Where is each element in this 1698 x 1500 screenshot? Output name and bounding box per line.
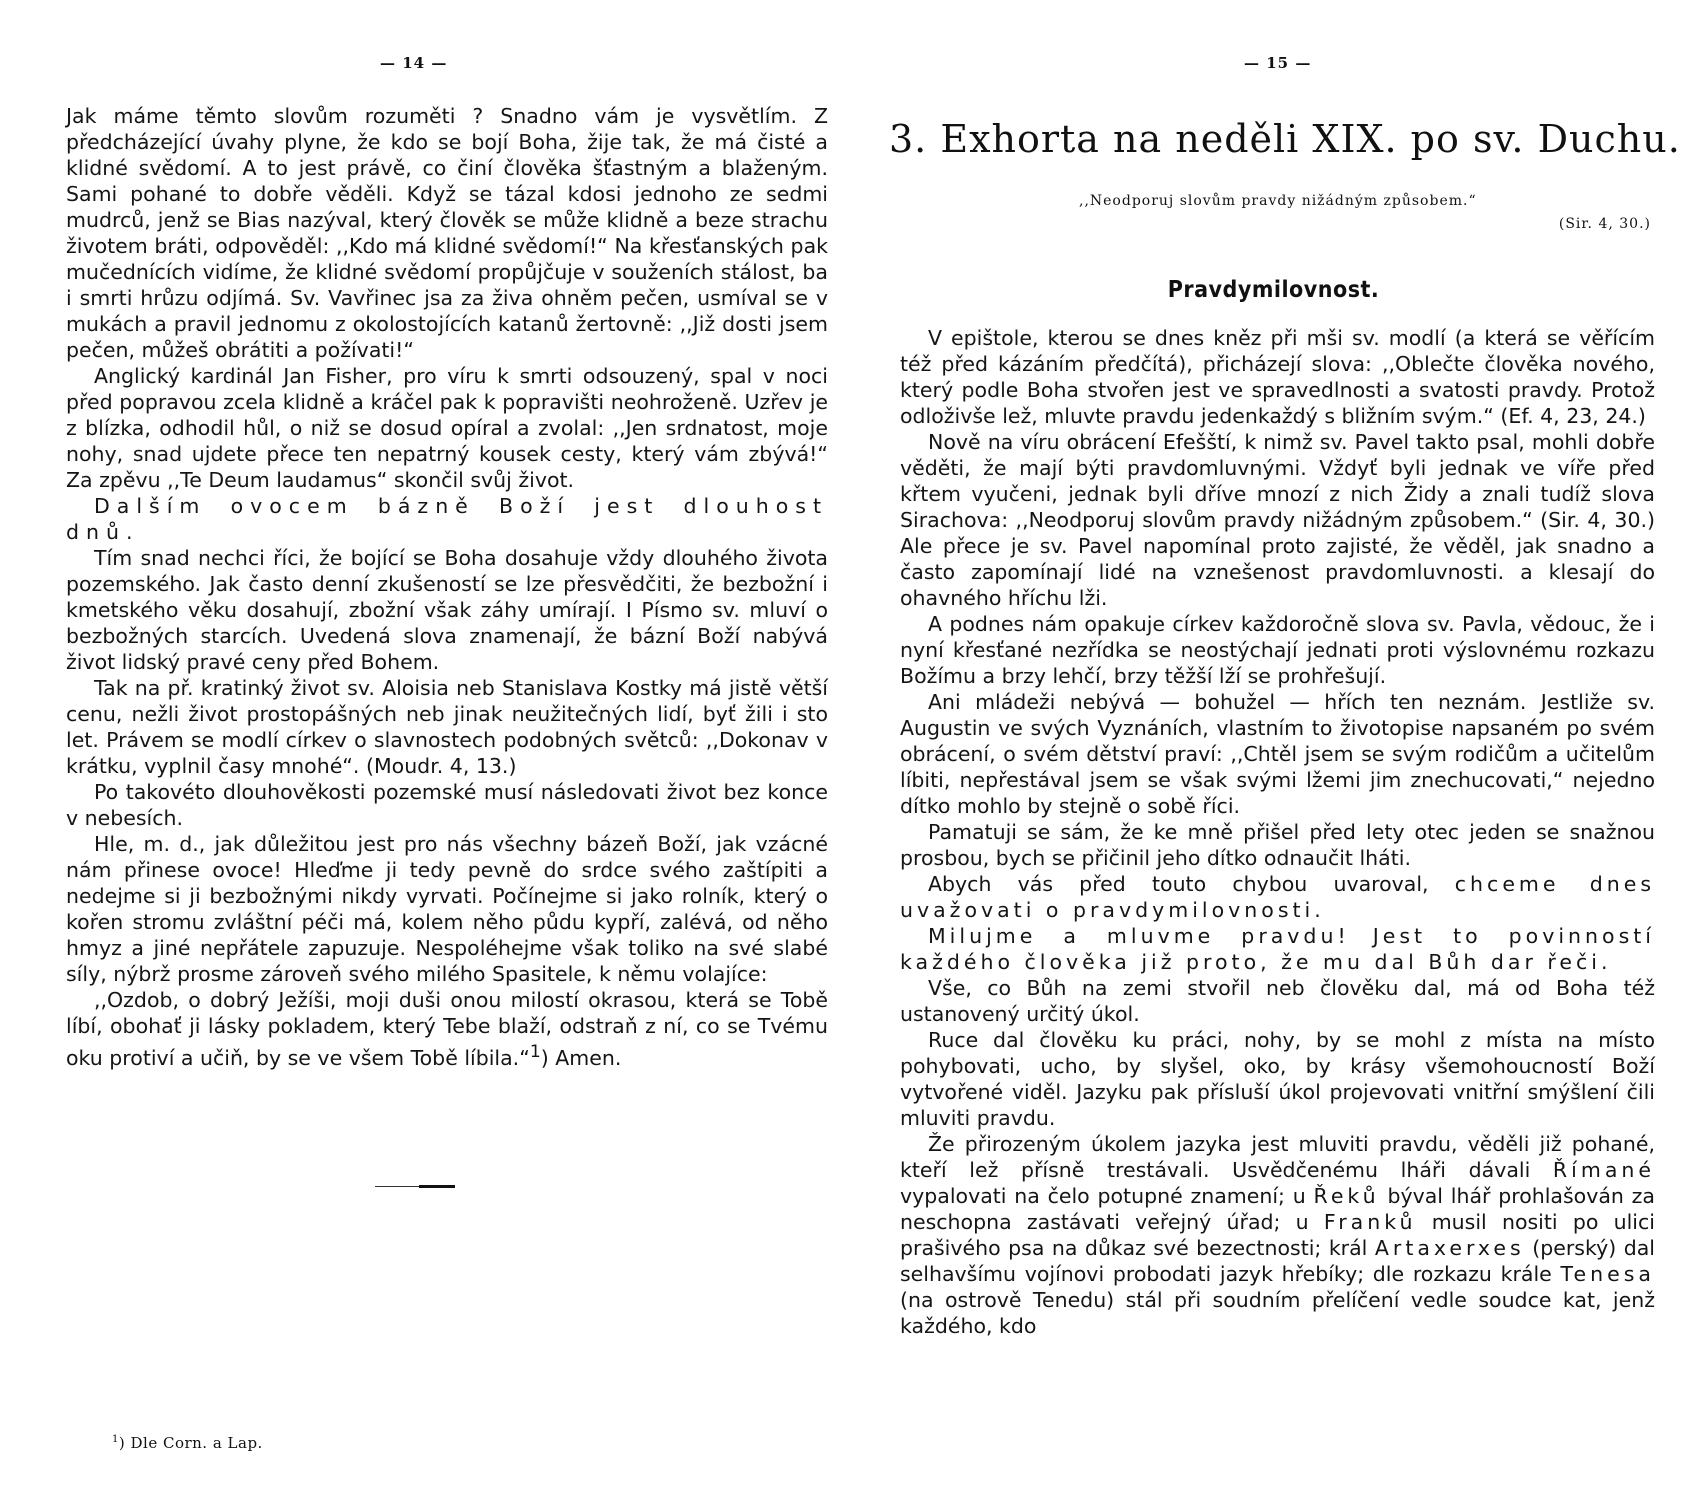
end-rule <box>375 1185 455 1188</box>
footnote <box>112 1434 263 1452</box>
paragraph-text: Abych vás před touto chybou uvaroval, <box>928 872 1429 896</box>
paragraph-text: býval lhář prohlašován za neschopna zastávati veřejný úřad; u <box>900 1184 1655 1234</box>
paragraph-text: musil nositi po ulici prašivého psa na důkaz své bezectnosti; král <box>900 1210 1655 1260</box>
right-page <box>849 0 1698 1500</box>
paragraph <box>900 1131 1655 1339</box>
page-number: — 15 — <box>1244 54 1312 72</box>
paragraph-text: vypalovati na čelo potupné znamení; u <box>900 1184 1306 1208</box>
prayer-end: ) Amen. <box>540 1045 622 1070</box>
motto: ,,Neodporuj slovům pravdy nižádným způsobem.“ <box>1079 193 1477 209</box>
paragraph-text: (na ostrově Tenedu) stál při soudním přelíčení vedle soudce kat, jenž každého, kdo <box>900 1288 1655 1338</box>
footnote-text: ) Dle Corn. a Lap. <box>118 1434 263 1452</box>
paragraph: Ani mládeži nebývá — bohužel — hřích ten neznám. Jestliže sv. Augustin ve svých Vyznáních, vlastním to životopise napsaném po svém obrácení, o svém dětství praví: ,,Chtěl jsem se svým rodičům a učitelům líbiti, nepřestával jsem se však svými lžemi jim znechucovati,“ nejedno dítko mohlo by stejně o sobě říci. <box>900 690 1655 818</box>
prayer-text: ,,Ozdob, o dobrý Ježíši, moji duši onou milostí okrasou, která se Tobě líbí, obohať ji lásky pokladem, který Tebe blaží, odstraň z ní, co se Tvému oku protiví a učiň, by se ve všem Tobě líbila.“ <box>66 988 828 1070</box>
spaced-name: Artaxerxes <box>1374 1236 1525 1260</box>
paragraph: Pamatuji se sám, že ke mně přišel před lety otec jeden se snažnou prosbou, bych se přičinil jeho dítko odnaučit lháti. <box>900 820 1655 870</box>
footnote-number: 1 <box>112 1434 119 1445</box>
paragraph: V epištole, kterou se dnes kněz při mši sv. modlí (a která se věřícím též před kázáním předčítá), přicházejí slova: ,,Oblečte člověka nového, který podle Boha stvořen jest ve spravedlnosti a svatosti pravdy. Protož odloživše lež, mluvte pravdu jedenkaždý s bližním svým.“ (Ef. 4, 23, 24.) <box>900 326 1655 428</box>
prayer-paragraph <box>66 987 828 1071</box>
page-number: — 14 — <box>380 54 448 72</box>
body-text <box>66 103 828 1071</box>
section-subtitle: Pravdymilovnost. <box>1167 277 1380 303</box>
paragraph: Anglický kardinál Jan Fisher, pro víru k smrti odsouzený, spal v noci před popravou zcela klidně a kráčel pak k popravišti neohroženě. Uzřev je z blízka, odhodil hůl, o niž se dosud opíral a zvolal: ,,Jen srdnatost, moje nohy, snad ujdete přece ten nepatrný kousek cesty, který vám zbývá!“ Za zpěvu ,,Te Deum laudamus“ skončil svůj život. <box>66 364 828 492</box>
spaced-name: Franků <box>1323 1210 1417 1234</box>
paragraph: Tak na př. kratinký život sv. Aloisia neb Stanislava Kostky má jistě větší cenu, nežli život prostopášných neb jinak neužitečných lidí, byť žili i sto let. Právem se modlí církev o slavnostech podobných světců: ,,Dokonav v krátku, vyplnil časy mnohé“. (Moudr. 4, 13.) <box>66 676 828 778</box>
paragraph: Jak máme těmto slovům rozuměti ? Snadno vám je vysvětlím. Z předcházející úvahy plyne, že kdo se bojí Boha, žije tak, že má čisté a klidné svědomí. A to jest právě, co činí člověka šťastným a blaženým. Sami pohané to dobře věděli. Když se tázal kdosi jednoho ze sedmi mudrců, jenž se Bias nazýval, který člověk se může klidně a beze strachu životem bráti, odpověděl: ,,Kdo má klidné svědomí!“ Na křesťanských pak mučednících vidíme, že klidné svědomí propůjčuje v souženích stálost, ba i smrti hrůzu odjímá. Sv. Vavřinec jsa za živa ohněm pečen, usmíval se v mukách a pravil jednomu z okolostojících katanů žertovně: ,,Již dosti jsem pečen, můžeš obrátiti a požívati!“ <box>66 104 828 362</box>
end-rule-thick <box>419 1185 455 1188</box>
spaced-name: Řeků <box>1313 1184 1380 1208</box>
paragraph: Ruce dal člověku ku práci, nohy, by se mohl z místa na místo pohybovati, ucho, by slyšel, oko, by krásy všemohoucností Boží vytvořené viděl. Jazyku pak přísluší úkol projevovati vnitřní smýšlení čili mluviti pravdu. <box>900 1028 1655 1130</box>
paragraph-text: Že přirozeným úkolem jazyka jest mluviti pravdu, věděli již pohané, kteří lež přísně trestávali. Usvědčenému lháři dávali <box>900 1132 1655 1182</box>
motto-reference: (Sir. 4, 30.) <box>1558 216 1651 232</box>
spaced-text: chceme dnes uvažovati o pravdymilovnosti. <box>900 872 1655 922</box>
footnote-mark: 1 <box>529 1042 541 1062</box>
paragraph: Tím snad nechci říci, že bojící se Boha dosahuje vždy dlouhého života pozemského. Jak často denní zkušeností se lze přesvědčiti, že bezbožní i kmetského věku dosahují, zbožní však záhy umírají. I Písmo sv. mluví o bezbožných starcích. Uvedená slova znamenají, že bázní Boží nabývá život lidský pravé ceny před Bohem. <box>66 546 828 674</box>
spaced-name: Tenesa <box>1560 1262 1655 1286</box>
spaced-name: Římané <box>1552 1158 1655 1182</box>
paragraph-text: (perský) dal selhavšímu vojínovi probodati jazyk hřebíky; dle rozkazu krále <box>900 1236 1655 1286</box>
paragraph: Nově na víru obrácení Efešští, k nimž sv. Pavel takto psal, mohli dobře věděti, že mají býti pravdomluvnými. Vždyť byli jednak ve víře před křtem vyučeni, jednak byli dříve mnozí z nich Židy a znali tudíž slova Sirachova: ,,Neodporuj slovům pravdy nižádným způsobem.“ (Sir. 4, 30.) Ale přece je sv. Pavel napomínal proto zajisté, že věděl, jak snadno a často zapomínají lidé na vznešenost pravdomluvnosti. a klesají do ohavného hříchu lži. <box>900 430 1655 610</box>
paragraph: A podnes nám opakuje církev každoročně slova sv. Pavla, vědouc, že i nyní křesťané nezřídka se neostýchají jednati proti výslovnému rozkazu Božímu a brzy lehčí, brzy těžší lží se prohřešují. <box>900 612 1655 688</box>
spaced-text: Milujme a mluvme pravdu! <box>928 924 1350 948</box>
body-text <box>900 325 1655 1339</box>
paragraph: Vše, co Bůh na zemi stvořil neb člověku dal, má od Boha též ustanovený určitý úkol. <box>900 976 1655 1026</box>
spaced-text: Jest to povinností každého člověka již proto, že mu dal Bůh dar řeči. <box>900 924 1655 974</box>
paragraph: Po takovéto dlouhověkosti pozemské musí následovati život bez konce v nebesích. <box>66 780 828 830</box>
paragraph <box>900 871 1655 923</box>
spaced-heading: Dalším ovocem bázně Boží jest dlouhost dnů. <box>66 494 828 544</box>
chapter-title: 3. Exhorta na neděli XIX. po sv. Duchu. <box>889 117 1681 161</box>
end-rule-thin <box>375 1186 419 1187</box>
paragraph: Hle, m. d., jak důležitou jest pro nás všechny bázeň Boží, jak vzácné nám přinese ovoce! Hleďme ji tedy pevně do srdce svého zaštípiti a nedejme si ji bezbožnými nikdy vyrvati. Počínejme si jako rolník, který o kořen stromu zvláštní péči má, kolem něho půdu kypří, zalévá, od něho hmyz a jiné nepřátele zapuzuje. Nespoléhejme však toliko na své slabé síly, nýbrž prosme zároveň svého milého Spasitele, k němu volajíce: <box>66 832 828 986</box>
paragraph <box>900 923 1655 975</box>
